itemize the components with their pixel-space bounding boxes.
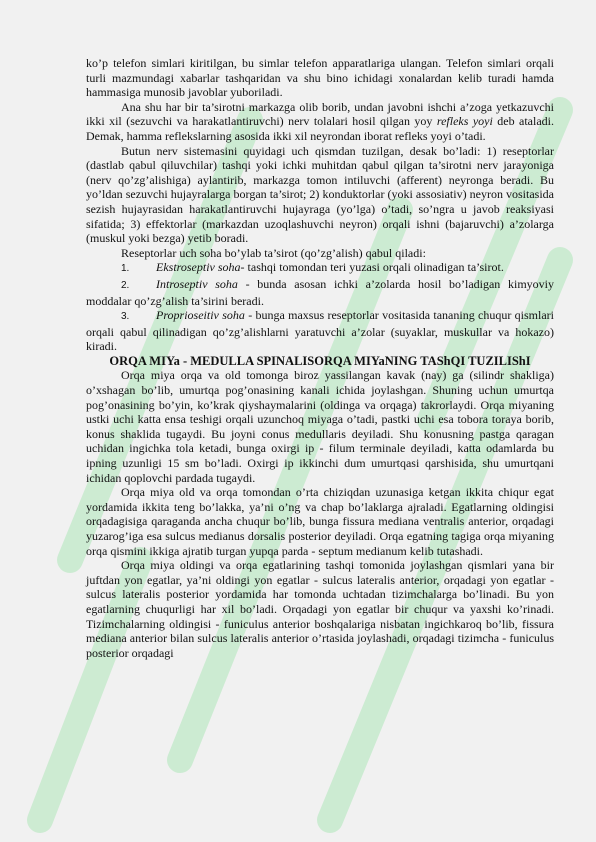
list-number: 1. — [121, 263, 130, 275]
paragraph-neurons: Butun nerv sistemasini quyidagi uch qismdan tuzilgan, desak bo’ladi: 1) reseptorlar (dastlab qabul qiluvchilar) tashqi yoki ichki muhitdan qabul qilgan ta’sirotni nerv jarayoniga (nerv qo’zg’alishiga) aylantirib, markazga tomon intiluvchi (afferent) neyronga beradi. Bu yo’ldan sezuvchi hujayralarga borgan ta’sirot; 2) konduktorlar (yoki assosiativ) neyron vositasida sezish hujayrasidan harakatlantiruvchi hujayraga (yo’lga) o’tadi, so’ngra u javob reaksiyasi sifatida; 3) effektorlar (markazdan uzoqlashuvchi neyron) orqali ishni (bajaruvchi) a’zolarga (muskul yoki bezga) yetib boradi. — [86, 143, 554, 246]
list-text: - bunda asosan ichki a’zolarda hosil bo’ladigan kimyoviy moddalar qo’zg’alish ta’sirini beradi. — [86, 276, 554, 308]
list-text: - bunga maxsus reseptorlar vositasida tananing chuqur qismlari orqali qabul qilinadigan qo’zg’alishlarni yaratuvchi a’zolar (suyaklar, muskullar va hokazo) kiradi. — [86, 308, 554, 354]
section-heading: ORQA MIYa - MEDULLA SPINALISORQA MIYaNING TAShQI TUZILIShI — [109, 353, 531, 368]
document-body — [86, 56, 554, 660]
list-number: 2. — [121, 279, 130, 291]
paragraph-reflex-text-b: deb ataladi. Demak, hamma reflekslarning asosida ikki xil neyrondan iborat refleks yoyi o’tadi. — [86, 114, 554, 143]
list-text: tashqi tomondan teri yuzasi orqali olinadigan ta’sirot. — [244, 260, 504, 275]
paragraph-spine-fissures: Orqa miya old va orqa tomondan o’rta chiziqdan uzunasiga ketgan ikkita chiqur egat yordamida ikkita teng bo’lakka, ya’ni o’ng va chap bo’laklarga ajraladi. Egatlarning oldingisi orqadagisiga qaraganda ancha chuqur bo’lib, bunga fissura mediana ventralis anterior, orqadagi yuzarog’iga esa sulcus medianus dorsalis posterior deyiladi. Orqa egatning tagiga orqa miyaning orqa qismini ikkiga ajratib turgan yupqa parda - septum medianum kelib tutashadi. — [86, 485, 554, 558]
reflex-arc-term: refleks yoyi — [436, 114, 493, 129]
list-item — [86, 260, 554, 277]
paragraph-receptors: Reseptorlar uch soha bo’ylab ta’sirot (qo’zg’alish) qabul qiladi: — [121, 245, 426, 260]
paragraph-spine-funiculi: Orqa miya oldingi va orqa egatlarining tashqi tomonida joylashgan qismlari yana bir juftdan yon egatlar, ya’ni oldingi yon egatlar - sulcus lateralis anterior, orqadagi yon egatlar - sulcus lateralis posterior yordamida har tomonda uchtadan tizimchalarga bo’linadi. Bu yon egatlarning chuqurligi har xil bo’ladi. Orqadagi yon egatlar bir chuqur va yaxshi ko’rinadi. Tizimchalarning oldingisi - funiculus anterior boshqalariga nisbatan ingichkaroq bo’lib, fissura mediana anterior bilan sulcus lateralis anterior o’rtasida joylashadi, orqadagi tizimcha - funiculus posterior orqadagi — [86, 558, 554, 660]
list-term: Proprioseitiv soha — [156, 308, 245, 323]
paragraph-intro: ko’p telefon simlari kiritilgan, bu simlar telefon apparatlariga ulangan. Telefon simlari orqali turli mazmundagi xabarlar tashqaridan va shu bino ichidagi xonalardan kelib turadi hamda hammasiga munosib javoblar yuboriladi. — [86, 56, 554, 100]
list-item — [86, 308, 554, 354]
paragraph-reflex-text-a: Ana shu har bir ta’sirotni markazga olib borib, undan javobni ishchi a’zoga yetkazuvchi ikki xil (sezuvchi va harakatlantiruvchi) nerv tolalari hosil qilgan yoy — [86, 99, 554, 129]
list-term: Introseptiv soha — [156, 276, 238, 291]
paragraph-reflex-arc — [86, 100, 554, 144]
list-number: 3. — [121, 311, 130, 323]
paragraph-spine-shape: Orqa miya orqa va old tomonga biroz yassilangan kavak (nay) ga (silindr shakliga) o’xshagan bo’lib, umurtqa pog’onasining kanali ichida joylashgan. Shuning uchun umurtqa pog’onasining bo’yin, ko’krak qiyshaymalarini (oldinga va orqaga) takrorlaydi. Orqa miyaning ustki uchi katta ensa teshigi orqali uzunchoq miyaga o’tadi, pastki uchi esa tobora toraya borib, konus shaklida tugaydi. Bu joyni conus medullaris deyiladi. Shu konusning pastga qaragan uchidan ingichka tola ketadi, bunga oxirgi ip - filum terminale deyiladi, katta odamlarda bu ipning uzunligi 15 sm bo’ladi. Oxirgi ip ikkinchi dum umurtqasi qarshisida, shu umurtqani ichidan qoplovchi pardada tugaydi. — [86, 368, 554, 485]
list-item — [86, 277, 554, 308]
list-term: Ekstroseptiv soha- — [156, 260, 245, 275]
